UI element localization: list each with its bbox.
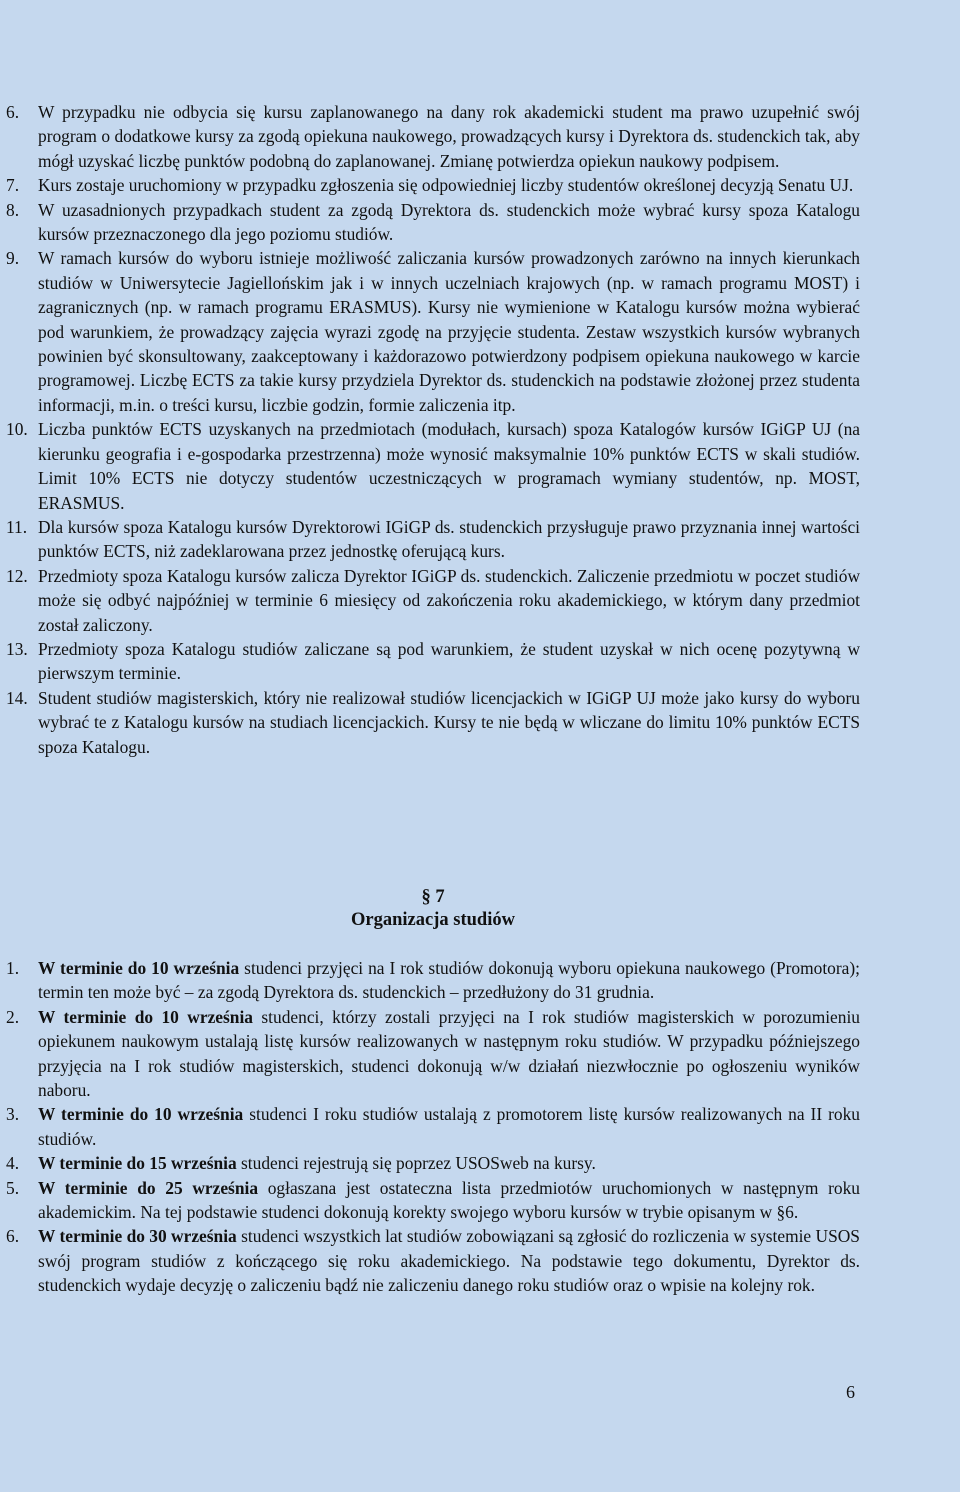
deadline-text: W terminie do 15 września [38, 1153, 237, 1174]
list-item [0, 1005, 860, 1103]
item-number: 12. [6, 565, 28, 586]
list-item [0, 1224, 860, 1297]
item-number: 6. [6, 1226, 20, 1247]
item-number: 9. [6, 248, 20, 269]
page-number: 6 [846, 1382, 855, 1402]
list-item [0, 246, 860, 417]
list-item [0, 1176, 860, 1225]
item-number: 5. [6, 1177, 20, 1198]
list-item [0, 198, 860, 247]
item-number: 1. [6, 958, 20, 978]
item-text: studenci wszystkich lat studiów zobowiązani są zgłosić do rozliczenia w systemie USOS swój program studiów z kończącego się roku akademickiego. Na podstawie tego dokumentu, Dyrektor ds. studenckich wydaje decyzję o zaliczeniu bądź nie zaliczeniu danego roku studiów oraz o wpisie na kolejny rok. [38, 1226, 860, 1296]
list-item [0, 173, 860, 197]
item-number: 10. [6, 419, 28, 440]
item-number: 6. [6, 102, 20, 122]
section-sign: § 7 [421, 887, 445, 907]
list-item [0, 686, 860, 759]
deadline-text: W terminie do 10 września [38, 1006, 253, 1027]
item-text: Przedmioty spoza Katalogu kursów zalicza Dyrektor IGiGP ds. studenckich. Zaliczenie przedmiotu w poczet studiów może się odbyć najpóźniej w terminie 6 miesięcy od zakończenia roku akademickiego, w którym dany przedmiot został zaliczony. [38, 565, 860, 635]
list-item [0, 417, 860, 515]
item-text: ogłaszana jest ostateczna lista przedmiotów uruchomionych w następnym roku akademickim. Na tej podstawie studenci dokonują korekty swojego wyboru kursów w trybie opisanym w §6. [38, 1177, 860, 1223]
item-text: studenci rejestrują się poprzez USOSweb na kursy. [236, 1153, 596, 1174]
item-number: 8. [6, 199, 20, 220]
item-text: Przedmioty spoza Katalogu studiów zaliczane są pod warunkiem, że student uzyskał w nich ocenę pozytywną w pierwszym terminie. [38, 638, 860, 684]
item-number: 7. [6, 175, 20, 196]
item-text: Liczba punktów ECTS uzyskanych na przedmiotach (modułach, kursach) spoza Katalogów kursów IGiGP UJ (na kierunku geografia i e-gospodarka przestrzenna) może wynosić maksymalnie 10% punktów ECTS w skali studiów. Limit 10% ECTS nie dotyczy studentów uczestniczących w programach wymiany studentów, np. MOST, ERASMUS. [38, 419, 860, 513]
item-number: 3. [6, 1104, 20, 1125]
item-text: studenci przyjęci na I rok studiów dokonują wyboru opiekuna naukowego (Promotora); termin ten może być – za zgodą Dyrektora ds. studenckich – przedłużony do 31 grudnia. [38, 958, 860, 1003]
item-text: Kurs zostaje uruchomiony w przypadku zgłoszenia się odpowiedniej liczby studentów określonej decyzją Senatu UJ. [38, 175, 854, 196]
item-number: 11. [6, 516, 28, 537]
list-item [0, 100, 860, 173]
list-item [0, 515, 860, 564]
item-number: 4. [6, 1153, 20, 1174]
deadline-text: W terminie do 25 września [38, 1177, 259, 1198]
list-item [0, 956, 860, 1005]
item-number: 13. [6, 638, 28, 659]
item-text: W przypadku nie odbycia się kursu zaplanowanego na dany rok akademicki student ma prawo uzupełnić swój program o dodatkowe kursy za zgodą opiekuna naukowego, prowadzących kursy i Dyrektora ds. studenckich tak, aby mógł uzyskać liczbę punktów podobną do zaplanowanej. Zmianę potwierdza opiekun naukowy podpisem. [38, 102, 860, 171]
regulation-list-a [0, 100, 860, 759]
item-text: W uzasadnionych przypadkach student za zgodą Dyrektora ds. studenckich może wybrać kursy spoza Katalogu kursów przeznaczonego dla jego poziomu studiów. [38, 199, 860, 245]
deadline-text: W terminie do 10 września [38, 1104, 244, 1125]
item-text: Dla kursów spoza Katalogu kursów Dyrektorowi IGiGP ds. studenckich przysługuje prawo przyznania innej wartości punktów ECTS, niż zadeklarowana przez jednostkę oferującą kurs. [38, 516, 860, 562]
list-item [0, 564, 860, 637]
organization-list [0, 956, 860, 1298]
item-number: 14. [6, 687, 28, 708]
item-number: 2. [6, 1006, 20, 1027]
item-text: studenci, którzy zostali przyjęci na I rok studiów magisterskich w porozumieniu opiekunem naukowym ustalają listę kursów realizowanych w następnym roku studiów. W przypadku późniejszego przyjęcia na I rok studiów magisterskich, studenci dokonują w/w działań niezwłocznie po ogłoszeniu wyników naboru. [38, 1006, 860, 1101]
list-item [0, 1151, 860, 1175]
list-item [0, 1102, 860, 1151]
item-text: studenci I roku studiów ustalają z promotorem listę kursów realizowanych na II roku studiów. [38, 1104, 860, 1149]
deadline-text: W terminie do 30 września [38, 1226, 237, 1247]
section-title: Organizacja studiów [351, 910, 515, 930]
list-item [0, 637, 860, 686]
item-text: W ramach kursów do wyboru istnieje możliwość zaliczania kursów prowadzonych zarówno na innych kierunkach studiów w Uniwersytecie Jagiellońskim jak i w innych uczelniach krajowych (np. w ramach programu MOST) i zagranicznych (np. w ramach programu ERASMUS). Kursy nie wymienione w Katalogu kursów można wybierać pod warunkiem, że prowadzący zajęcia wyrazi zgodę na przyjęcie studenta. Zestaw wszystkich kursów wybranych powinien być skonsultowany, zaakceptowany i każdorazowo potwierdzony podpisem opiekuna naukowego w karcie programowej. Liczbę ECTS za takie kursy przydziela Dyrektor ds. studenckich na podstawie złożonej przez studenta informacji, m.in. o treści kursu, liczbie godzin, formie zaliczenia itp. [38, 248, 860, 415]
deadline-text: W terminie do 10 września [38, 958, 240, 978]
item-text: Student studiów magisterskich, który nie realizował studiów licencjackich w IGiGP UJ może jako kursy do wyboru wybrać te z Katalogu kursów na studiach licencjackich. Kursy te nie będą w wliczane do limitu 10% punktów ECTS spoza Katalogu. [38, 687, 860, 757]
